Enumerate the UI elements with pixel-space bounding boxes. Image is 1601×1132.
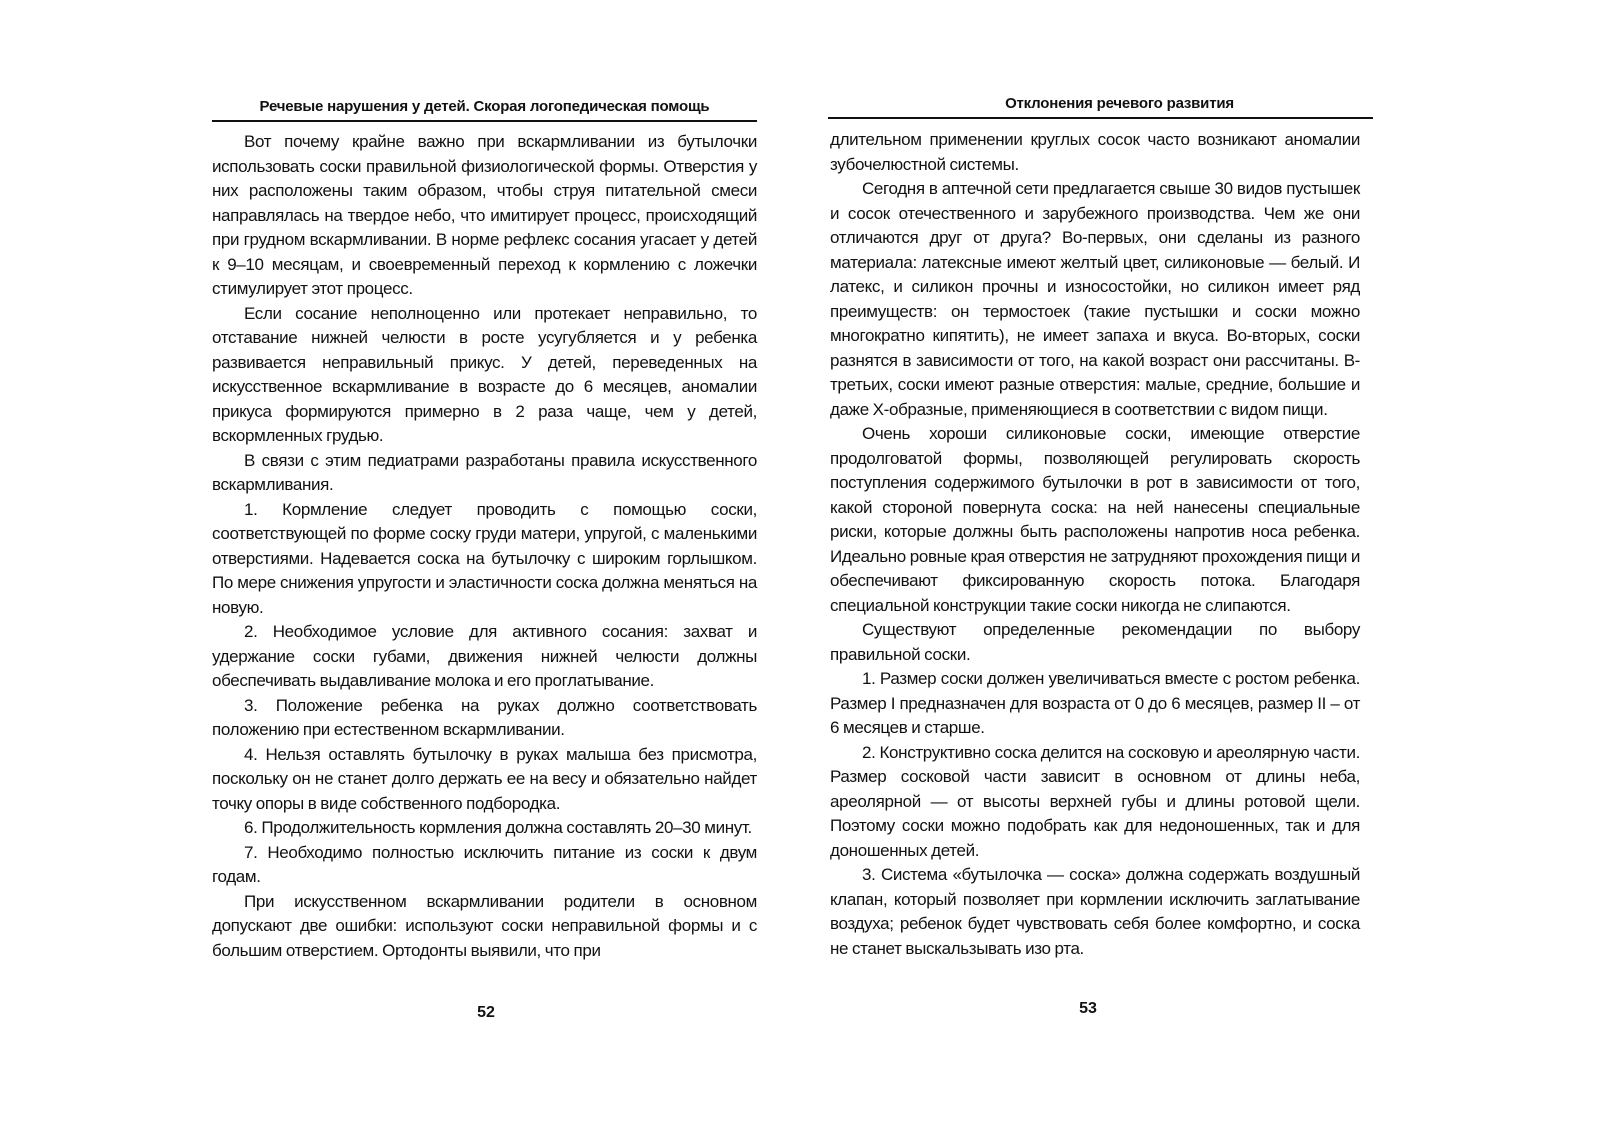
paragraph: Очень хороши силиконовые соски, имеющие отверстие продолговатой формы, позволяющей регулировать скорость поступления содержимого бутылочки в рот в зависимости от того, какой стороной повернута соска: на ней нанесены специальные риски, которые должны быть расположены напротив носа ребенка. Идеально ровные края отверстия не затрудняют прохождения пищи и обеспечивают фиксированную скорость потока. Благодаря специальной конструкции такие соски никогда не слипаются. (830, 424, 1360, 615)
list-item: 6. Продолжительность кормления должна составлять 20–30 минут. (244, 818, 752, 837)
paragraph: При искусственном вскармливании родители в основном допускают две ошибки: используют соски неправильной формы и с большим отверстием. Ортодонты выявили, что при (212, 891, 757, 960)
list-item: 2. Необходимое условие для активного сосания: захват и удержание соски губами, движения нижней челюсти должны обеспечивать выдавливание молока и его проглатывание. (212, 622, 757, 690)
left-body-text (212, 130, 757, 963)
left-head-rule (212, 120, 757, 122)
page-number-left: 52 (477, 1004, 495, 1021)
paragraph: Если сосание неполноценно или протекает неправильно, то отставание нижней челюсти в росте усугубляется и у ребенка развивается неправильный прикус. У детей, переведенных на искусственное вскармливание в возрасте до 6 месяцев, аномалии прикуса формируются примерно в 2 раза чаще, чем у детей, вскормленных грудью. (212, 303, 757, 445)
list-item: 1. Кормление следует проводить с помощью соски, соответствующей по форме соску груди матери, упругой, с маленькими отверстиями. Надевается соска на бутылочку с широким горлышком. По мере снижения упругости и эластичности соска должна меняться на новую. (212, 499, 757, 617)
continued-paragraph: длительном применении круглых сосок часто возникают аномалии зубочелюстной системы. (830, 130, 1360, 174)
paragraph: Вот почему крайне важно при вскармливании из бутылочки использовать соски правильной физиологической формы. Отверстия у них расположены таким образом, чтобы струя питательной смеси направлялась на твердое небо, что имитирует процесс, происходящий при грудном вскармливании. В норме рефлекс сосания угасает у детей к 9–10 месяцам, и своевременный переход к кормлению с ложечки стимулирует этот процесс. (212, 132, 757, 298)
left-running-head: Речевые нарушения у детей. Скорая логопедическая помощь (259, 98, 710, 115)
right-body-text (830, 128, 1360, 961)
list-item: 1. Размер соски должен увеличиваться вместе с ростом ребенка. Размер I предназначен для возраста от 0 до 6 месяцев, размер II – от 6 месяцев и старше. (830, 669, 1360, 737)
list-item: 4. Нельзя оставлять бутылочку в руках малыша без присмотра, поскольку он не станет долго держать ее на весу и обязательно найдет точку опоры в виде собственного подбородка. (212, 744, 757, 813)
paragraph: В связи с этим педиатрами разработаны правила искусственного вскармливания. (212, 450, 757, 494)
right-running-head: Отклонения речевого развития (1005, 95, 1234, 112)
paragraph: Сегодня в аптечной сети предлагается свыше 30 видов пустышек и сосок отечественного и зарубежного производства. Чем же они отличаются друг от друга? Во-первых, они сделаны из разного материала: латексные имеют желтый цвет, силиконовые — белый. И латекс, и силикон прочны и износостойки, но силикон имеет ряд преимуществ: он термостоек (такие пустышки и соски можно многократно кипятить), не имеет запаха и вкуса. Во-вторых, соски разнятся в зависимости от того, на какой возраст они рассчитаны. В-третьих, соски имеют разные отверстия: малые, средние, большие и даже Х-образные, применяющиеся в соответствии с видом пищи. (830, 179, 1360, 419)
list-item: 7. Необходимо полностью исключить питание из соски к двум годам. (212, 842, 757, 886)
paragraph: Существуют определенные рекомендации по выбору правильной соски. (830, 620, 1360, 664)
list-item: 3. Положение ребенка на руках должно соответствовать положению при естественном вскармливании. (212, 695, 757, 739)
list-item: 3. Система «бутылочка — соска» должна содержать воздушный клапан, который позволяет при кормлении исключить заглатывание воздуха; ребенок будет чувствовать себя более комфортно, и соска не станет выскальзывать изо рта. (830, 865, 1360, 958)
list-item: 2. Конструктивно соска делится на сосковую и ареолярную части. Размер сосковой части зависит в основном от длины неба, ареолярной — от высоты верхней губы и длины ротовой щели. Поэтому соски можно подобрать как для недоношенных, так и для доношенных детей. (830, 742, 1360, 860)
right-head-rule (828, 117, 1373, 119)
page-number-right: 53 (1079, 1000, 1097, 1017)
